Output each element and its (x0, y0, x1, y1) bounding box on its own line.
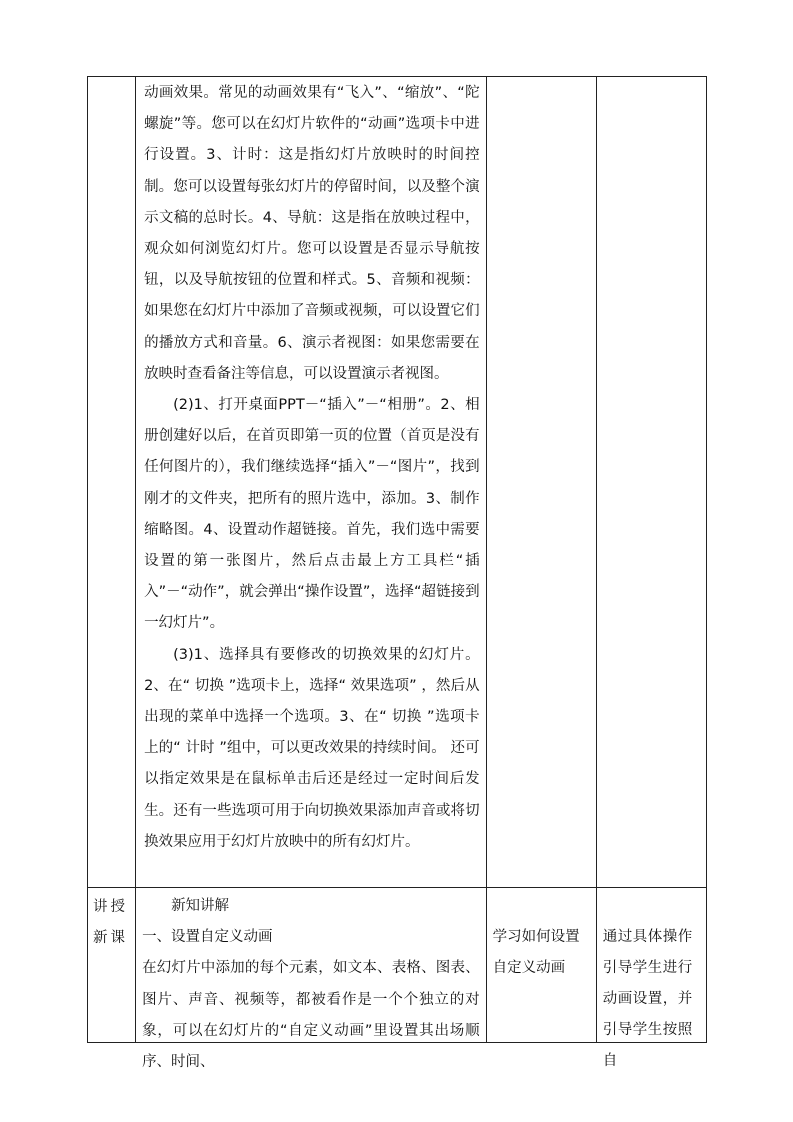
section-label-line-1: 讲授 (93, 899, 128, 915)
section-label-cell (88, 888, 136, 1043)
student-activity-cell (486, 77, 596, 888)
teaching-content (136, 888, 486, 1071)
content-paragraph-1: 动画效果。常见的动画效果有“飞入”、“缩放”、“陀螺旋”等。您可以在幻灯片软件的“动画”选项卡中进行设置。3、计时：这是指幻灯片放映时的时间控制。您可以设置每张幻灯片的停留时间，以及整个演示文稿的总时长。4、导航：这是指在放映过程中，观众如何浏览幻灯片。您可以设置是否显示导航按钮，以及导航按钮的位置和样式。5、音频和视频：如果您在幻灯片中添加了音频或视频，可以设置它们的播放方式和音量。6、演示者视图：如果您需要在放映时查看备注等信息，可以设置演示者视图。 (144, 85, 480, 382)
teaching-content (136, 77, 486, 887)
table-row (88, 888, 707, 1043)
teaching-content-cell (136, 77, 487, 888)
design-intent-cell (596, 888, 706, 1069)
design-intent-cell (596, 77, 706, 888)
student-activity-cell (486, 888, 596, 1043)
content-paragraph-3: (3)1、选择具有要修改的切换效果的幻灯片。2、在“ 切换 ”选项卡上，选择“ 效果选项” ，然后从出现的菜单中选择一个选项。3、在“ 切换 ”选项卡上的“ 计时 ”组中，可以更改效果的持续时间。 还可以指定效果是在鼠标单击后还是经过一定时间后发生。还有一些选项可用于向切换效果添加声音或将切换效果应用于幻灯片放映中的所有幻灯片。 (144, 646, 480, 850)
section-label-line-2: 新课 (93, 930, 128, 946)
section-label (88, 888, 135, 954)
student-activity: 学习如何设置自定义动画 (492, 929, 580, 976)
table-row (88, 77, 707, 888)
content-body: 在幻灯片中添加的每个元素，如文本、表格、图表、图片、声音、视频等，都被看作是一个个独立的对象，可以在幻灯片的“自定义动画”里设置其出场顺序、时间、 (142, 960, 480, 1071)
teaching-content-cell (136, 888, 487, 1071)
content-paragraph-2: (2)1、打开桌面PPT－“插入”－“相册”。2、相册创建好以后，在首页即第一页的位置（首页是没有任何图片的），我们继续选择“插入”－“图片”，找到刚才的文件夹，把所有的照片选中，添加。3、制作缩略图。4、设置动作超链接。首先，我们选中需要设置的第一张图片，然后点击最上方工具栏“插入”－“动作”，就会弹出“操作设置”，选择“超链接到一幻灯片”。 (144, 397, 480, 632)
section-label-cell (88, 77, 136, 888)
lesson-plan-table (87, 76, 707, 1071)
content-subheading: 一、设置自定义动画 (142, 929, 273, 946)
content-heading: 新知讲解 (171, 898, 230, 914)
design-intent: 通过具体操作引导学生进行动画设置，并引导学生按照自 (602, 929, 693, 1069)
